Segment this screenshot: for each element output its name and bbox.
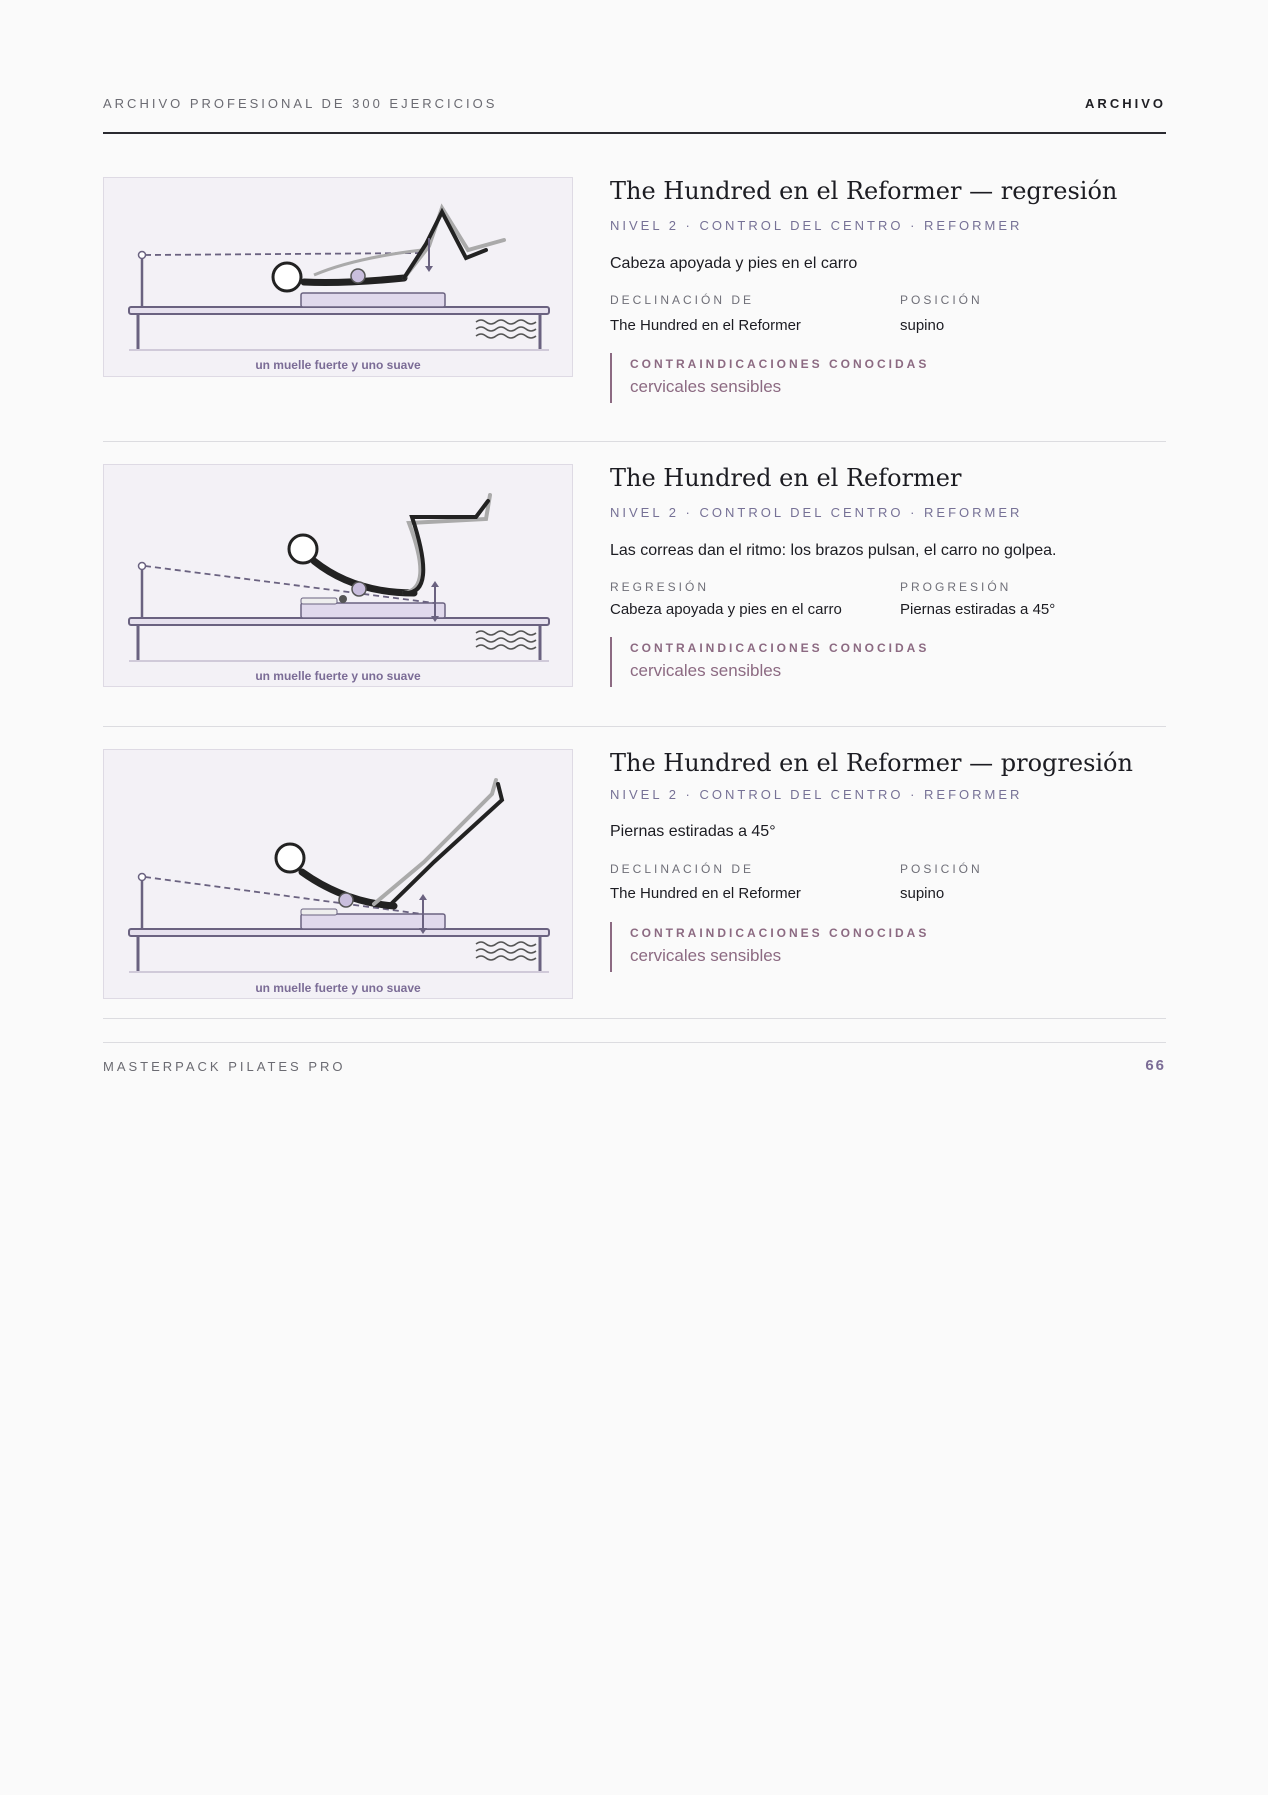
page-number: 66 — [1145, 1057, 1166, 1074]
reformer-diagram — [104, 465, 572, 686]
contraindications-label: CONTRAINDICACIONES CONOCIDAS — [630, 357, 930, 371]
entry-divider — [103, 726, 1166, 727]
illustration-caption: un muelle fuerte y uno suave — [255, 669, 421, 683]
contraindications-value: cervicales sensibles — [630, 661, 782, 680]
page-header — [103, 96, 1166, 134]
col2-label: POSICIÓN — [900, 293, 983, 307]
reformer-diagram — [104, 178, 572, 376]
header-section: ARCHIVO — [1085, 96, 1166, 111]
col2-value: supino — [900, 885, 945, 902]
exercise-description: Cabeza apoyada y pies en el carro — [610, 255, 858, 272]
col2-label: PROGRESIÓN — [900, 580, 1012, 594]
col1-label: DECLINACIÓN DE — [610, 862, 755, 876]
col1-value: The Hundred en el Reformer — [610, 885, 801, 902]
exercise-description: Piernas estiradas a 45° — [610, 823, 776, 840]
col1-value: The Hundred en el Reformer — [610, 317, 801, 334]
contraindications — [610, 637, 929, 687]
exercise-title: The Hundred en el Reformer — [610, 464, 962, 492]
contraindications-value: cervicales sensibles — [630, 946, 782, 965]
exercise-title: The Hundred en el Reformer — regresión — [610, 177, 1118, 205]
contraindications-value: cervicales sensibles — [630, 377, 782, 396]
page-footer — [103, 1042, 1166, 1074]
entry-divider — [103, 441, 1166, 442]
col2-value: Piernas estiradas a 45° — [900, 601, 1056, 618]
exercise-title: The Hundred en el Reformer — progresión — [610, 749, 1133, 777]
entry-divider — [103, 1018, 1166, 1019]
illustration-caption: un muelle fuerte y uno suave — [255, 358, 421, 372]
col1-label: DECLINACIÓN DE — [610, 293, 755, 307]
col2-value: supino — [900, 317, 945, 334]
footer-title: MASTERPACK PILATES PRO — [103, 1059, 346, 1074]
exercise-illustration — [103, 749, 573, 999]
contraindications-label: CONTRAINDICACIONES CONOCIDAS — [630, 926, 930, 940]
col2-label: POSICIÓN — [900, 862, 983, 876]
contraindications-label: CONTRAINDICACIONES CONOCIDAS — [630, 641, 930, 655]
col1-value: Cabeza apoyada y pies en el carro — [610, 601, 842, 618]
illustration-caption: un muelle fuerte y uno suave — [255, 981, 421, 995]
contraindications — [610, 353, 929, 403]
exercise-illustration — [103, 464, 573, 687]
exercise-meta: NIVEL 2 · CONTROL DEL CENTRO · REFORMER — [610, 787, 1023, 802]
exercise-meta: NIVEL 2 · CONTROL DEL CENTRO · REFORMER — [610, 218, 1023, 233]
exercise-description: Las correas dan el ritmo: los brazos pulsan, el carro no golpea. — [610, 542, 1057, 559]
exercise-meta: NIVEL 2 · CONTROL DEL CENTRO · REFORMER — [610, 505, 1023, 520]
header-title: ARCHIVO PROFESIONAL DE 300 EJERCICIOS — [103, 96, 498, 111]
col1-label: REGRESIÓN — [610, 580, 710, 594]
contraindications — [610, 922, 929, 972]
exercise-illustration — [103, 177, 573, 377]
reformer-diagram — [104, 750, 572, 998]
